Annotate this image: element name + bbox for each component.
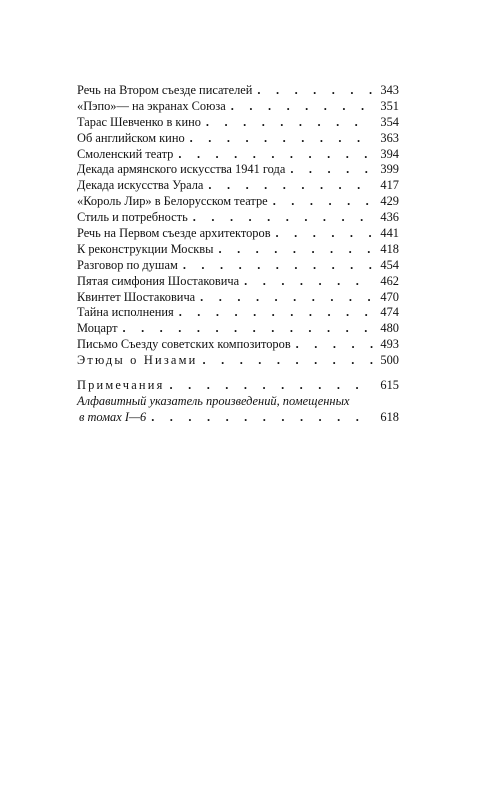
dot-leader	[178, 147, 373, 163]
toc-entry-notes	[77, 378, 399, 394]
dot-leader	[170, 378, 374, 394]
toc-entry	[77, 353, 399, 369]
page-number: 474	[380, 305, 399, 320]
dot-leader	[244, 274, 373, 290]
dot-leader	[296, 337, 373, 353]
page-number: 462	[380, 273, 399, 288]
page-number: 418	[380, 241, 399, 256]
entry-title: Об английском кино	[77, 130, 185, 145]
toc-entry	[77, 147, 399, 163]
toc-entry	[77, 162, 399, 178]
dot-leader	[203, 353, 374, 369]
toc-entry	[77, 226, 399, 242]
page-number: 615	[380, 378, 399, 393]
dot-leader	[290, 162, 373, 178]
dot-leader	[151, 410, 373, 426]
page-number: 470	[380, 289, 399, 304]
toc-entry	[77, 178, 399, 194]
entry-title: Речь на Втором съезде писателей	[77, 83, 253, 97]
entry-title: Декада армянского искусства 1941 года	[77, 162, 286, 177]
page-number: 480	[380, 321, 399, 336]
page-number: 500	[380, 353, 399, 368]
toc-entry	[77, 194, 399, 210]
dot-leader	[206, 115, 373, 131]
entry-title: Письмо Съезду советских композиторов	[77, 337, 291, 352]
dot-leader	[273, 194, 373, 210]
entry-title: Моцарт	[77, 321, 118, 336]
entry-title: Пятая симфония Шостаковича	[77, 273, 240, 288]
toc-entry	[77, 321, 399, 337]
page-number: 417	[380, 178, 399, 193]
page-number: 454	[380, 257, 399, 272]
page-number: 351	[380, 98, 399, 113]
entry-title: Тарас Шевченко в кино	[77, 114, 201, 129]
toc-entry	[77, 274, 399, 290]
toc-entry	[77, 242, 399, 258]
entry-title-line1: Алфавитный указатель произведений, помещенных	[77, 393, 350, 408]
dot-leader	[179, 305, 373, 321]
toc-entry	[77, 83, 399, 99]
toc-entry	[77, 290, 399, 306]
entry-title: «Пэпо»— на экранах Союза	[77, 98, 226, 113]
toc-entry	[77, 99, 399, 115]
entry-title: Смоленский театр	[77, 146, 174, 161]
entry-title: Речь на Первом съезде архитекторов	[77, 226, 271, 241]
entry-title: Стиль и потребность	[77, 210, 188, 225]
dot-leader	[257, 83, 373, 99]
page-number: 441	[380, 226, 399, 241]
dot-leader	[231, 99, 373, 115]
dot-leader	[190, 131, 373, 147]
dot-leader	[208, 178, 373, 194]
entry-title: Тайна исполнения	[77, 305, 174, 320]
page-number: 394	[380, 146, 399, 161]
dot-leader	[276, 226, 373, 242]
toc-entry	[77, 258, 399, 274]
page-number: 354	[380, 114, 399, 129]
page-number: 363	[380, 130, 399, 145]
table-of-contents	[77, 83, 399, 426]
entry-title-line2: в томах I—6	[79, 409, 147, 424]
page-number: 399	[380, 162, 399, 177]
page-number: 618	[380, 409, 399, 424]
toc-entry	[77, 337, 399, 353]
entry-title: Квинтет Шостаковича	[77, 289, 196, 304]
entry-title: Этюды о Низами	[77, 353, 198, 368]
toc-entry-index	[77, 394, 399, 426]
entry-title: К реконструкции Москвы	[77, 241, 214, 256]
entry-title: «Король Лир» в Белорусском театре	[77, 194, 268, 209]
toc-entry	[77, 131, 399, 147]
entry-title-line2-row	[77, 410, 399, 426]
entry-title: Декада искусства Урала	[77, 178, 204, 193]
dot-leader	[218, 242, 373, 258]
toc-entry	[77, 115, 399, 131]
entry-title: Примечания	[77, 378, 165, 393]
dot-leader	[183, 258, 373, 274]
dot-leader	[122, 321, 373, 337]
page-number: 493	[380, 337, 399, 352]
entry-title: Разговор по душам	[77, 257, 178, 272]
dot-leader	[193, 210, 373, 226]
toc-entry	[77, 305, 399, 321]
page-number: 343	[380, 83, 399, 97]
toc-entry	[77, 210, 399, 226]
page-number: 436	[380, 210, 399, 225]
dot-leader	[200, 290, 373, 306]
page-number: 429	[380, 194, 399, 209]
